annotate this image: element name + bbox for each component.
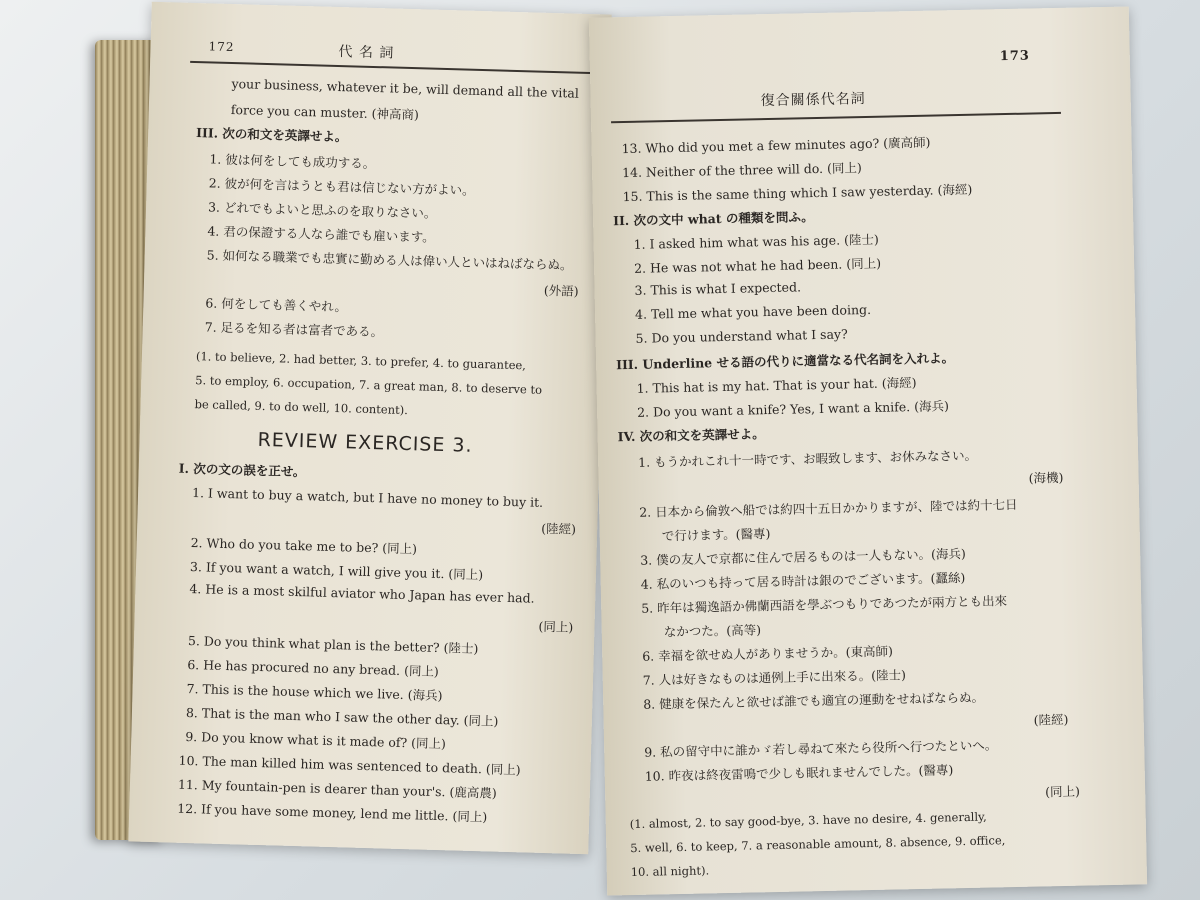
text-line: 10. all night).: [630, 863, 710, 880]
text-line: 5. 如何なる職業でも忠實に勤める人は偉い人といはねばならぬ。: [206, 247, 573, 273]
text-line: 1. I want to buy a watch, but I have no money to buy it.: [191, 485, 544, 510]
source-tag: (同上): [1045, 783, 1081, 800]
text-line: (1. almost, 2. to say good-bye, 3. have no desire, 4. generally,: [629, 809, 987, 832]
text-line: 3. This is what I expected.: [634, 279, 802, 298]
left-page-header: 代 名 詞: [338, 43, 395, 62]
text-line: your business, whatever it be, will demand all the vital: [231, 76, 580, 101]
text-line: 5. well, 6. to keep, 7. a reasonable amount, 8. absence, 9. office,: [630, 833, 1006, 856]
text-line: 6. He has procured no any bread. (同上): [187, 656, 440, 680]
text-line: 12. If you have some money, lend me little. (同上): [177, 800, 488, 825]
text-line: 7. 人は好きなものは通例上手に出來る。(陸士): [642, 667, 907, 688]
text-line: 3. 僕の友人で京都に住んで居るものは一人もない。(海兵): [640, 545, 966, 568]
text-line: be called, 9. to do well, 10. content).: [194, 397, 409, 418]
text-line: 3. どれでもよいと思ふのを取りなさい。: [207, 199, 437, 221]
text-line: 5. to employ, 6. occupation, 7. a great man, 8. to deserve to: [195, 373, 543, 397]
left-header-rule: [190, 61, 590, 74]
section-heading: I. 次の文の誤を正せ。: [178, 460, 306, 480]
section-heading: II. 次の文中 what の種類を問ふ。: [612, 209, 814, 229]
text-line: 1. This hat is my hat. That is your hat. (海經): [636, 374, 917, 396]
text-line: 10. The man killed him was sentenced to death. (同上): [178, 752, 521, 778]
text-line: 9. Do you know what is it made of? (同上): [185, 728, 447, 752]
text-line: force you can muster. (神高商): [230, 101, 420, 123]
text-line: 3. If you want a watch, I will give you it. (同上): [189, 559, 484, 583]
text-line: 4. 君の保證する人なら誰でも雇います。: [207, 223, 435, 245]
text-line: (1. to believe, 2. had better, 3. to prefer, 4. to guarantee,: [195, 349, 527, 373]
right-header-rule: [611, 112, 1061, 123]
text-line: なかつた。(高等): [663, 622, 762, 640]
text-line: 5. 昨年は獨逸語か佛蘭西語を學ぶつもりであつたが兩方とも出來: [641, 593, 1008, 616]
section-heading: III. Underline せる語の代りに適當なる代名詞を入れよ。: [615, 350, 955, 373]
text-line: 1. 彼は何をしても成功する。: [209, 151, 376, 172]
section-heading: IV. 次の和文を英譯せよ。: [617, 426, 765, 445]
text-line: 6. 何をしても善くやれ。: [205, 295, 348, 315]
text-line: 2. 彼が何を言はうとも君は信じない方がよい。: [208, 175, 475, 198]
right-page-number: 173: [999, 48, 1031, 65]
text-line: 8. 健康を保たんと欲せば誰でも適宜の運動をせねばならぬ。: [643, 689, 985, 712]
text-line: 5. Do you think what plan is the better? (陸士): [187, 633, 479, 657]
text-line: 14. Neither of the three will do. (同上): [621, 160, 862, 181]
review-exercise-heading: REVIEW EXERCISE 3.: [257, 428, 473, 457]
left-page: [128, 2, 611, 855]
text-line: で行けます。(醫專): [661, 526, 771, 544]
text-line: 10. 昨夜は終夜雷鳴で少しも眠れませんでした。(醫專): [644, 762, 954, 784]
text-line: 4. Tell me what you have been doing.: [634, 301, 872, 322]
left-page-number: 172: [208, 39, 235, 55]
text-line: 2. He was not what he had been. (同上): [633, 255, 882, 276]
text-line: 7. This is the house which we live. (海兵): [186, 680, 443, 704]
text-line: 15. This is the same thing which I saw yesterday. (海經): [622, 181, 973, 205]
text-line: 8. That is the man who I saw the other day. (同上): [185, 704, 499, 729]
source-tag: (同上): [538, 618, 574, 635]
text-line: 13. Who did you met a few minutes ago? (廣高師): [621, 134, 931, 157]
text-line: 11. My fountain-pen is dearer than your's. (鹿高農): [177, 776, 497, 801]
section-heading: III. 次の和文を英譯せよ。: [195, 125, 348, 145]
text-line: 5. Do you understand what I say?: [635, 326, 848, 346]
text-line: 4. He is a most skilful aviator who Japan has ever had.: [189, 581, 535, 606]
text-line: 1. もうかれこれ十一時です、お暇致します、お休みなさい。: [638, 447, 978, 470]
source-tag: (陸經): [1033, 711, 1069, 728]
right-page-header: 復合關係代名詞: [760, 90, 866, 110]
text-line: 1. I asked him what was his age. (陸士): [633, 231, 879, 252]
right-page: [589, 6, 1147, 895]
text-line: 7. 足るを知る者は富者である。: [204, 319, 384, 340]
source-tag: (外語): [543, 282, 579, 299]
text-line: 2. Do you want a knife? Yes, I want a knife. (海兵): [636, 398, 950, 420]
text-line: 4. 私のいつも持って居る時計は銀のでございます。(蠶絲): [640, 569, 966, 592]
text-line: 9. 私の留守中に誰かゞ若し尋ねて來たら役所へ行つたといへ。: [644, 737, 998, 760]
text-line: 2. Who do you take me to be? (同上): [190, 535, 418, 557]
text-line: 6. 幸福を欲せぬ人がありませうか。(東高師): [642, 643, 894, 664]
source-tag: (海機): [1028, 469, 1064, 486]
text-line: 2. 日本から倫敦へ船では約四十五日かかりますが、陸では約十七日: [639, 496, 1018, 520]
source-tag: (陸經): [541, 520, 577, 537]
